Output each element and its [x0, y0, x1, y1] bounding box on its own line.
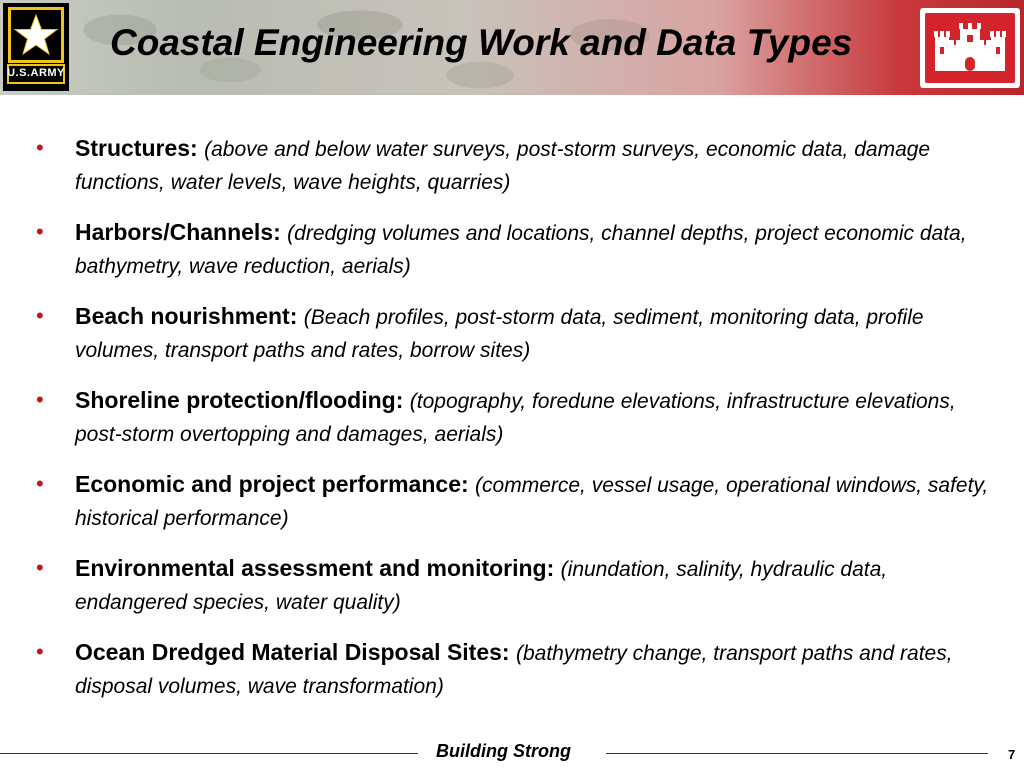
- usace-logo: [920, 8, 1020, 88]
- bullet-description: (inundation, salinity, hydraulic data, endangered species, water quality): [75, 558, 888, 614]
- list-item: [30, 132, 1000, 199]
- bullet-dot: •: [36, 387, 44, 412]
- bullet-description: (Beach profiles, post-storm data, sediment, monitoring data, profile volumes, transport paths and rates, borrow sites): [75, 306, 924, 362]
- bullet-description: (above and below water surveys, post-storm surveys, economic data, damage functions, water levels, wave heights, quarries): [75, 138, 931, 194]
- bullet-dot: •: [36, 639, 44, 664]
- bullet-heading: Ocean Dredged Material Disposal Sites:: [75, 639, 516, 665]
- army-star-background: [11, 10, 61, 60]
- list-item: [30, 216, 1000, 283]
- army-star-frame: [8, 7, 64, 63]
- bullet-heading: Economic and project performance:: [75, 471, 476, 497]
- list-item: [30, 636, 1000, 703]
- army-logo-text: U.S.ARMY: [7, 67, 65, 79]
- bullet-description: (commerce, vessel usage, operational windows, safety, historical performance): [75, 474, 989, 530]
- bullet-description: (dredging volumes and locations, channel depths, project economic data, bathymetry, wave reduction, aerials): [75, 222, 967, 278]
- star-icon: [11, 10, 61, 60]
- bullet-heading: Environmental assessment and monitoring:: [75, 555, 561, 581]
- bullet-dot: •: [36, 471, 44, 496]
- bullet-dot: •: [36, 555, 44, 580]
- slide-title: Coastal Engineering Work and Data Types: [110, 22, 853, 63]
- bullet-heading: Structures:: [75, 135, 205, 161]
- usace-logo-background: [925, 13, 1015, 83]
- footer-slogan: Building Strong: [436, 741, 571, 761]
- footer-divider-left: [0, 753, 418, 754]
- bullet-heading: Harbors/Channels:: [75, 219, 288, 245]
- bullet-dot: •: [36, 303, 44, 328]
- bullet-dot: •: [36, 219, 44, 244]
- list-item: [30, 300, 1000, 367]
- bullet-description: (bathymetry change, transport paths and rates, disposal volumes, wave transformation): [75, 642, 953, 698]
- page-number: 7: [1008, 747, 1016, 762]
- bullet-list: [30, 132, 1000, 720]
- army-logo: [3, 3, 69, 91]
- bullet-dot: •: [36, 135, 44, 160]
- list-item: [30, 468, 1000, 535]
- bullet-heading: Beach nourishment:: [75, 303, 304, 329]
- bullet-heading: Shoreline protection/flooding:: [75, 387, 410, 413]
- list-item: [30, 384, 1000, 451]
- list-item: [30, 552, 1000, 619]
- footer-divider-right: [606, 753, 988, 754]
- castle-icon: [925, 13, 1015, 83]
- bullet-description: (topography, foredune elevations, infrastructure elevations, post-storm overtopping and damages, aerials): [75, 390, 956, 446]
